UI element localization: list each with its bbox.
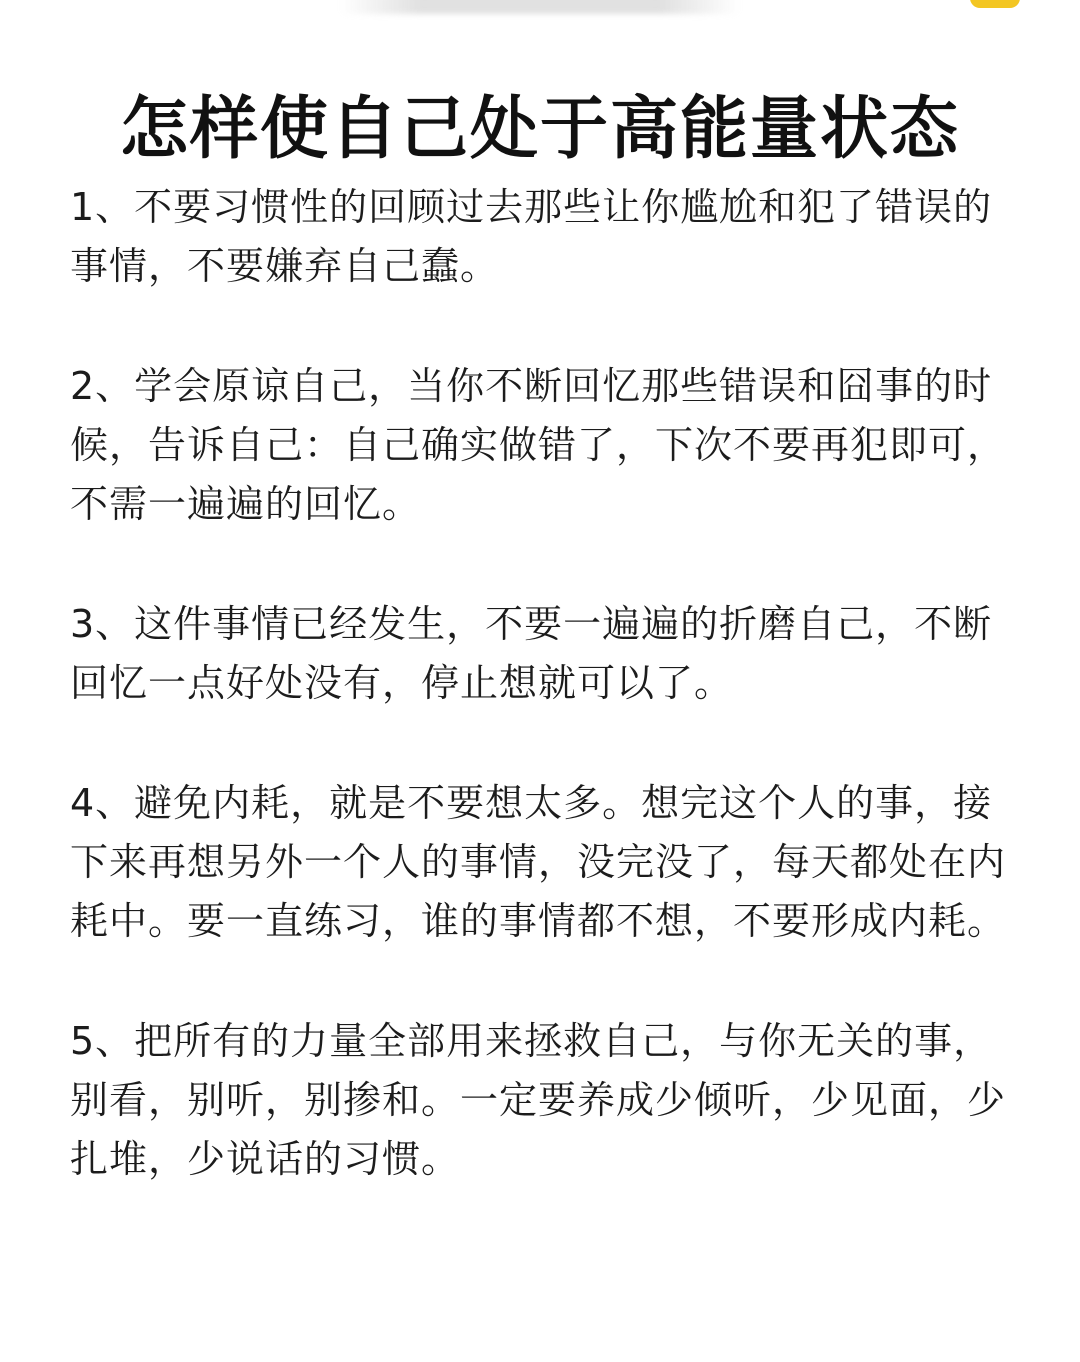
tip-3: 3、这件事情已经发生，不要一遍遍的折磨自己，不断回忆一点好处没有，停止想就可以了。 — [70, 602, 993, 705]
tip-4: 4、避免内耗，就是不要想太多。想完这个人的事，接下来再想另外一个人的事情，没完没了，每天都处在内耗中。要一直练习，谁的事情都不想，不要形成内耗。 — [70, 781, 1007, 943]
cropped-header-strip — [0, 0, 1080, 22]
cropped-header-text — [340, 0, 740, 14]
page-title: 怎样使自己处于高能量状态 — [119, 89, 960, 169]
tip-1: 1、不要习惯性的回顾过去那些让你尴尬和犯了错误的事情，不要嫌弃自己蠢。 — [70, 185, 993, 288]
corner-badge — [970, 0, 1020, 8]
tip-2: 2、学会原谅自己，当你不断回忆那些错误和囧事的时候，告诉自己：自己确实做错了，下次不要再犯即可，不需一遍遍的回忆。 — [70, 364, 1007, 526]
tips-list — [70, 178, 1015, 1250]
tip-5: 5、把所有的力量全部用来拯救自己，与你无关的事，别看，别听，别掺和。一定要养成少倾听，少见面，少扎堆，少说话的习惯。 — [70, 1019, 1007, 1181]
